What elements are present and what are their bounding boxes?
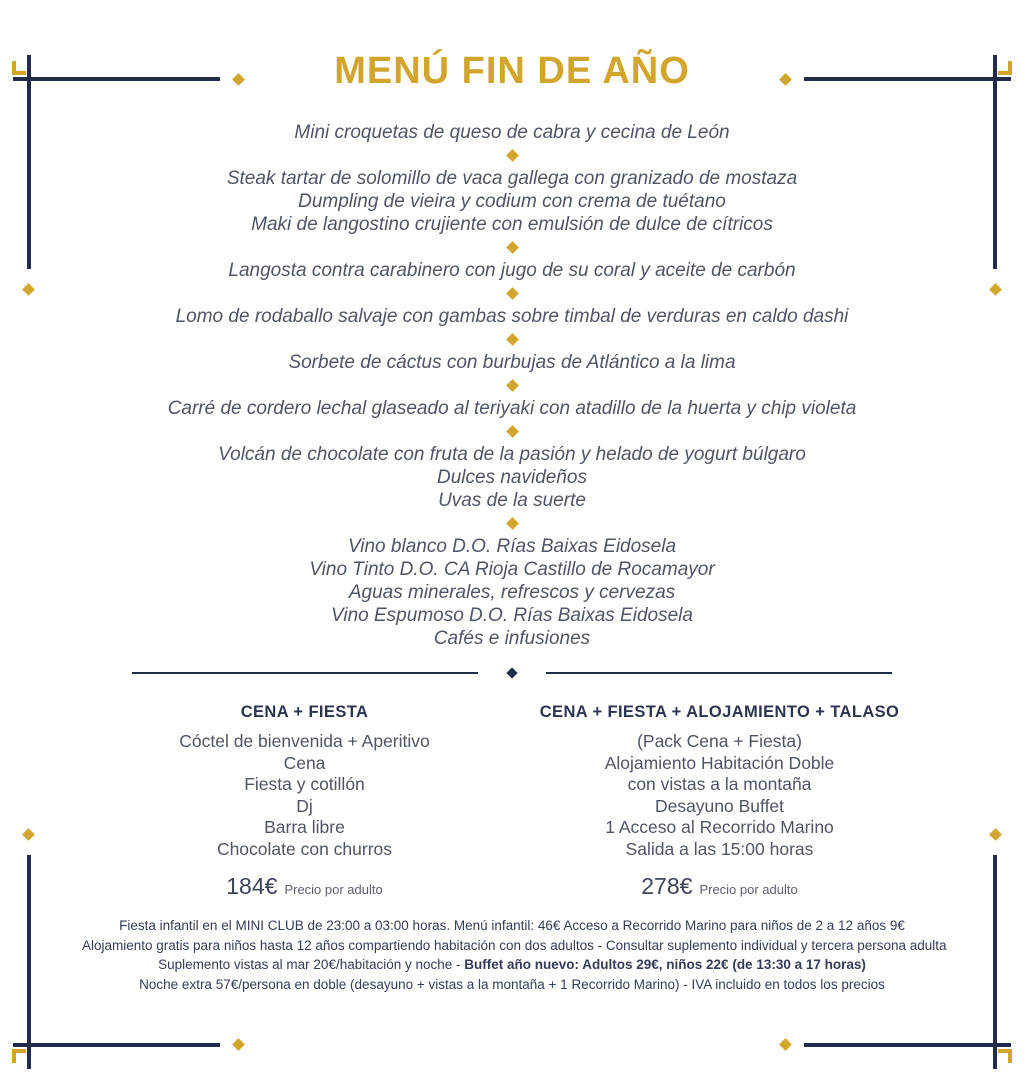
package-item: (Pack Cena + Fiesta): [637, 731, 802, 751]
package-item: Salida a las 15:00 horas: [625, 838, 814, 859]
diamond-separator-icon: [506, 149, 519, 162]
menu-item: Dulces navideños: [437, 467, 587, 488]
menu-item: Vino blanco D.O. Rías Baixas Eidosela: [347, 536, 677, 557]
package-title: CENA + FIESTA: [240, 703, 369, 721]
gold-diamond-icon: [232, 1038, 245, 1051]
divider-line-left: [132, 672, 478, 674]
menu-course: [82, 535, 942, 650]
package-item: Fiesta y cotillón: [244, 774, 365, 794]
footer-note-line: [82, 936, 947, 956]
diamond-separator-icon: [506, 517, 519, 530]
diamond-separator-icon: [506, 241, 519, 254]
footer-note-line: [82, 975, 942, 995]
footer-note-line: [82, 916, 942, 936]
package-item: Cena: [283, 752, 326, 773]
menu-course: [82, 443, 942, 512]
package-item-list: [97, 731, 512, 860]
menu-item: Steak tartar de solomillo de vaca gallega con granizado de mostaza: [226, 168, 798, 189]
divider-diamond-icon: [506, 667, 517, 678]
diamond-separator-icon: [506, 425, 519, 438]
ornament-vertical-line: [993, 855, 997, 1069]
ornament-vertical-line: [27, 855, 31, 1069]
section-divider: [132, 669, 892, 677]
menu-item: Aguas minerales, refrescos y cervezas: [348, 582, 676, 603]
package-columns: [97, 703, 927, 900]
diamond-separator-icon: [506, 287, 519, 300]
gold-diamond-icon: [989, 828, 1002, 841]
gold-diamond-icon: [779, 1038, 792, 1051]
gold-corner-bracket-icon: [998, 61, 1012, 75]
price-row: [512, 873, 927, 900]
footer-text: Noche extra 57€/persona en doble (desayuno + vistas a la montaña + 1 Recorrido Marino) - IVA incluido en todos los precios: [139, 976, 885, 992]
footer-note-line: [82, 955, 942, 975]
package-title: CENA + FIESTA + ALOJAMIENTO + TALASO: [539, 703, 900, 721]
gold-diamond-icon: [22, 283, 35, 296]
diamond-separator-icon: [506, 333, 519, 346]
price-note: Precio por adulto: [284, 882, 383, 897]
menu-item: Mini croquetas de queso de cabra y cecina de León: [294, 122, 730, 143]
menu-item: Dumpling de vieira y codium con crema de tuétano: [298, 191, 726, 212]
package-item: Desayuno Buffet: [654, 795, 785, 816]
package-item-list: [512, 731, 927, 860]
menu-course: [82, 305, 942, 328]
footer-bold-text: Buffet año nuevo: Adultos 29€, niños 22€ (de 13:30 a 17 horas): [464, 957, 866, 972]
menu-item: Carré de cordero lechal glaseado al teriyaki con atadillo de la huerta y chip violeta: [167, 398, 857, 419]
menu-item: Lomo de rodaballo salvaje con gambas sobre timbal de verduras en caldo dashi: [175, 306, 849, 327]
gold-corner-bracket-icon: [12, 1049, 26, 1063]
menu-course: [82, 351, 942, 374]
package-price: 278€: [641, 873, 693, 899]
package-cena-fiesta-alojamiento-talaso: [512, 703, 927, 900]
package-item: Alojamiento Habitación Doble: [604, 752, 835, 773]
menu-item: Uvas de la suerte: [438, 490, 586, 511]
gold-diamond-icon: [22, 828, 35, 841]
menu-item: Langosta contra carabinero con jugo de su coral y aceite de carbón: [228, 260, 796, 281]
menu-course: [82, 121, 942, 144]
menu-item: Vino Espumoso D.O. Rías Baixas Eidosela: [331, 605, 693, 626]
package-item: 1 Acceso al Recorrido Marino: [605, 817, 834, 837]
package-item: Barra libre: [264, 817, 345, 837]
course-list: [82, 121, 942, 650]
package-item: Dj: [296, 795, 313, 816]
footer-text: Fiesta infantil en el MINI CLUB de 23:00 a 03:00 horas. Menú infantil: 46€ Acceso a Recorrido Marino para niños de 2 a 12 años 9€: [119, 918, 905, 933]
footer-text: Suplemento vistas al mar 20€/habitación y noche -: [158, 957, 465, 972]
package-item: con vistas a la montaña: [627, 774, 812, 794]
menu-item: Cafés e infusiones: [433, 628, 591, 649]
gold-corner-bracket-icon: [12, 61, 26, 75]
menu-item: Maki de langostino crujiente con emulsión de dulce de cítricos: [251, 214, 773, 235]
menu-document: [82, 50, 947, 994]
menu-item: Vino Tinto D.O. CA Rioja Castillo de Rocamayor: [309, 559, 715, 580]
menu-item: Volcán de chocolate con fruta de la pasión y helado de yogurt búlgaro: [218, 444, 806, 465]
footer-text: Alojamiento gratis para niños hasta 12 años compartiendo habitación con dos adultos - Consultar suplemento individual y tercera persona adulta: [82, 937, 947, 953]
ornament-vertical-line: [993, 55, 997, 269]
diamond-separator-icon: [506, 379, 519, 392]
package-price: 184€: [226, 873, 278, 899]
ornament-vertical-line: [27, 55, 31, 269]
package-cena-fiesta: [97, 703, 512, 900]
gold-diamond-icon: [989, 283, 1002, 296]
price-row: [97, 873, 512, 900]
menu-course: [82, 397, 942, 420]
ornament-horizontal-line: [13, 1043, 220, 1047]
package-item: Chocolate con churros: [216, 838, 393, 859]
ornament-horizontal-line: [804, 1043, 1011, 1047]
menu-item: Sorbete de cáctus con burbujas de Atlántico a la lima: [288, 352, 736, 373]
menu-course: [82, 167, 942, 236]
gold-corner-bracket-icon: [998, 1049, 1012, 1063]
package-item: Cóctel de bienvenida + Aperitivo: [179, 731, 430, 751]
price-note: Precio por adulto: [699, 882, 798, 897]
page-title: MENÚ FIN DE AÑO: [334, 50, 690, 92]
divider-line-right: [546, 672, 892, 674]
footer-notes: [82, 916, 947, 994]
menu-course: [82, 259, 942, 282]
